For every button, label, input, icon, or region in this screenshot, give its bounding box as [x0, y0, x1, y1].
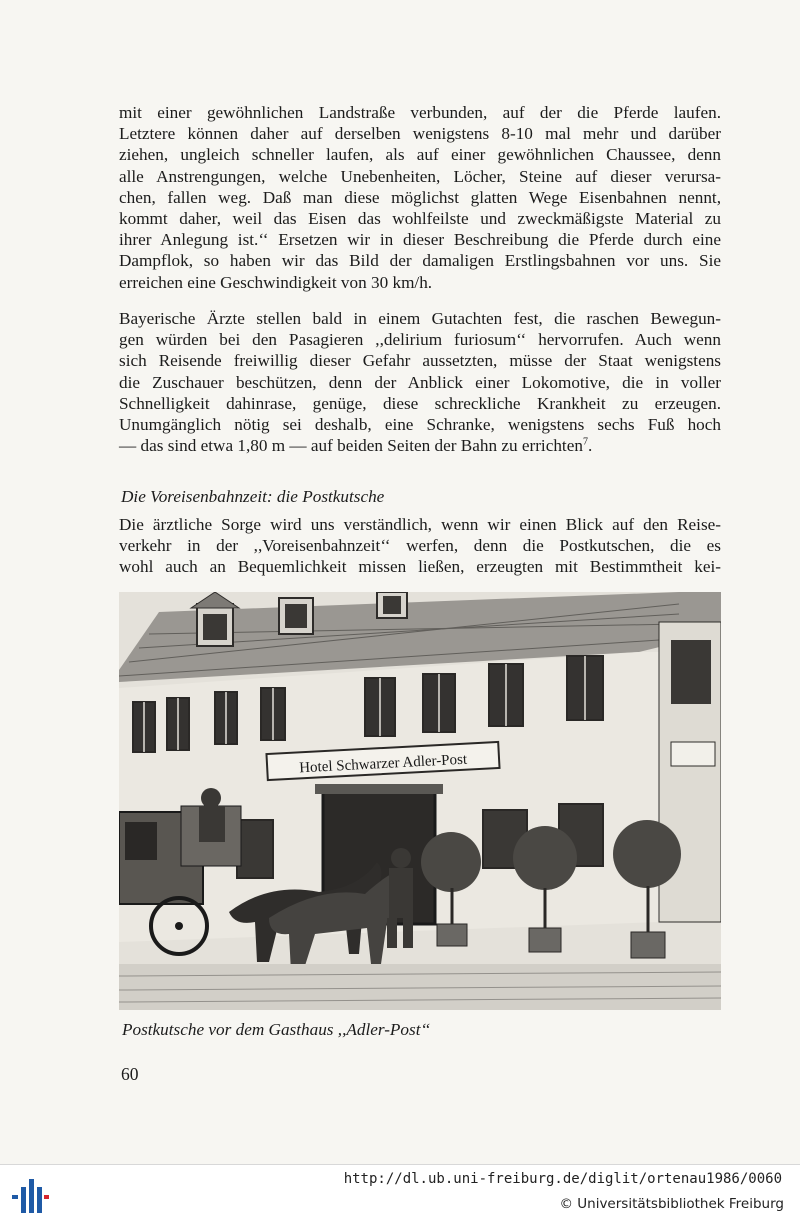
- sentence-end: .: [587, 436, 593, 456]
- paragraph-3: [119, 514, 721, 578]
- copyright-notice: © Universitätsbibliothek Freiburg: [559, 1196, 784, 1212]
- text-line: chen, fallen weg. Daß man diese möglichst glatten Wege Eisenbahnen nennt,: [119, 187, 721, 207]
- page-number: 60: [121, 1064, 139, 1084]
- library-logo-icon: [10, 1173, 50, 1217]
- text-line: mit einer gewöhnlichen Landstraße verbunden, auf der die Pferde laufen.: [119, 103, 721, 122]
- text-line: Die ärztliche Sorge wird uns verständlich, wenn wir einen Blick auf den Reise-: [119, 515, 721, 534]
- text-line: alle Anstrengungen, welche Unebenheiten, Löcher, Steine auf dieser verursa-: [119, 166, 721, 186]
- text-line: kommt daher, weil das Eisen das wohlfeilste und zweckmäßigste Material zu: [119, 209, 721, 229]
- text-line: gen würden bei den Pasagieren ,,delirium furiosum‘‘ hervorrufen. Auch wenn: [119, 330, 721, 350]
- source-url[interactable]: http://dl.ub.uni-freiburg.de/diglit/ortenau1986/0060: [343, 1171, 782, 1187]
- paragraph-1: [119, 102, 721, 293]
- text-line: Dampflok, so haben wir das Bild der damaligen Erstlingsbahnen vor uns. Sie: [119, 251, 721, 271]
- illustration-caption: Postkutsche vor dem Gasthaus ,,Adler-Post‘‘: [122, 1020, 431, 1039]
- text-line: — das sind etwa 1,80 m — auf beiden Seiten der Bahn zu errichten: [119, 436, 583, 456]
- text-line-last: [119, 435, 721, 456]
- text-line: ihrer Anlegung ist.‘‘ Ersetzen wir in dieser Beschreibung die Pferde durch eine: [119, 230, 721, 250]
- paragraph-2: [119, 308, 721, 456]
- text-line: die Zuschauer beschützen, denn der Anblick einer Lokomotive, die in voller: [119, 372, 721, 392]
- text-line: erreichen eine Geschwindigkeit von 30 km/h.: [119, 272, 433, 292]
- text-line: Letztere können daher auf derselben wenigstens 8-10 mal mehr und darüber: [119, 124, 721, 144]
- illustration-drawing: [119, 592, 721, 1010]
- text-line: verkehr in der ,,Voreisenbahnzeit‘‘ werfen, denn die Postkutschen, die es: [119, 536, 721, 556]
- text-line: Schnelligkeit dahinrase, genüge, diese schreckliche Krankheit zu erzeugen.: [119, 393, 721, 413]
- section-heading: Die Voreisenbahnzeit: die Postkutsche: [121, 487, 385, 506]
- text-line: sich Reisende freiwillig dieser Gefahr aussetzten, müsse der Staat wenigstens: [119, 351, 721, 371]
- hotel-sign: Hotel Schwarzer Adler-Post: [298, 751, 468, 777]
- footnote-reference: 7: [582, 436, 588, 448]
- postcoach-illustration: [119, 592, 721, 1010]
- library-footer: [0, 1164, 800, 1221]
- text-line: Unumgänglich nötig sei deshalb, eine Schranke, wenigstens sechs Fuß hoch: [119, 415, 721, 435]
- text-line: Bayerische Ärzte stellen bald in einem Gutachten fest, die raschen Bewegun-: [119, 309, 721, 328]
- text-line: ziehen, ungleich schneller laufen, als auf einer gewöhnlichen Chaussee, denn: [119, 145, 721, 165]
- text-line: wohl auch an Bequemlichkeit missen ließen, erzeugten mit Bestimmtheit kei-: [119, 557, 721, 577]
